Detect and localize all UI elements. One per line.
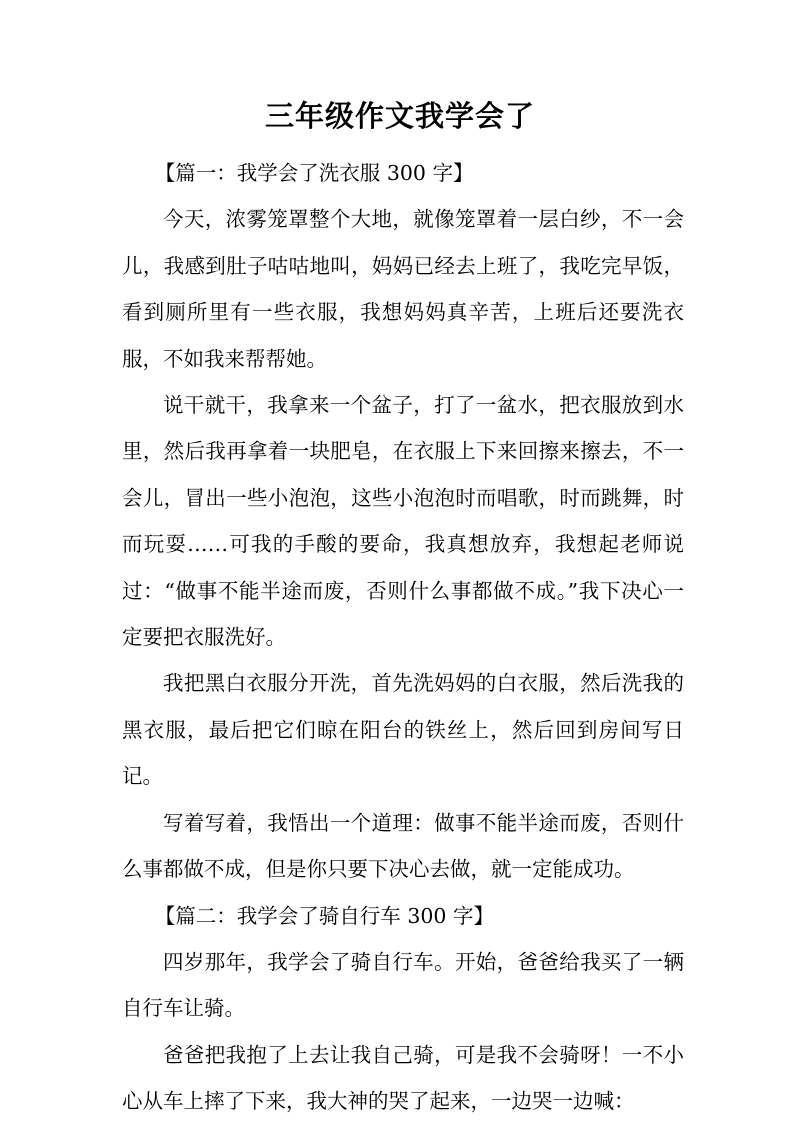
paragraph: 写着写着，我悟出一个道理：做事不能半途而废，否则什么事都做不成，但是你只要下决心去做，就一定能成功。 <box>122 810 684 882</box>
section-heading-2: 【篇二：我学会了骑自行车 300 字】 <box>154 903 494 928</box>
paragraph: 我把黑白衣服分开洗，首先洗妈妈的白衣服，然后洗我的黑衣服，最后把它们晾在阳台的铁丝上，然后回到房间写日记。 <box>122 671 684 789</box>
document-title: 三年级作文我学会了 <box>264 99 535 133</box>
paragraph: 爸爸把我抱了上去让我自己骑，可是我不会骑呀！一不小心从车上摔了下来，我大神的哭了起来，一边哭一边喊： <box>122 1042 684 1114</box>
document-body <box>122 150 684 1125</box>
paragraph: 今天，浓雾笼罩整个大地，就像笼罩着一层白纱，不一会儿，我感到肚子咕咕地叫，妈妈已经去上班了，我吃完早饭，看到厕所里有一些衣服，我想妈妈真辛苦，上班后还要洗衣服，不如我来帮帮她。 <box>122 207 684 371</box>
paragraph: 说干就干，我拿来一个盆子，打了一盆水，把衣服放到水里，然后我再拿着一块肥皂，在衣服上下来回擦来擦去，不一会儿，冒出一些小泡泡，这些小泡泡时而唱歌，时而跳舞，时而玩耍……可我的手酸的要命，我真想放弃，我想起老师说过：“做事不能半途而废，否则什么事都做不成。”我下决心一定要把衣服洗好。 <box>122 393 684 650</box>
section-heading-1: 【篇一：我学会了洗衣服 300 字】 <box>154 161 474 185</box>
paragraph: 四岁那年，我学会了骑自行车。开始，爸爸给我买了一辆自行车让骑。 <box>122 949 684 1021</box>
